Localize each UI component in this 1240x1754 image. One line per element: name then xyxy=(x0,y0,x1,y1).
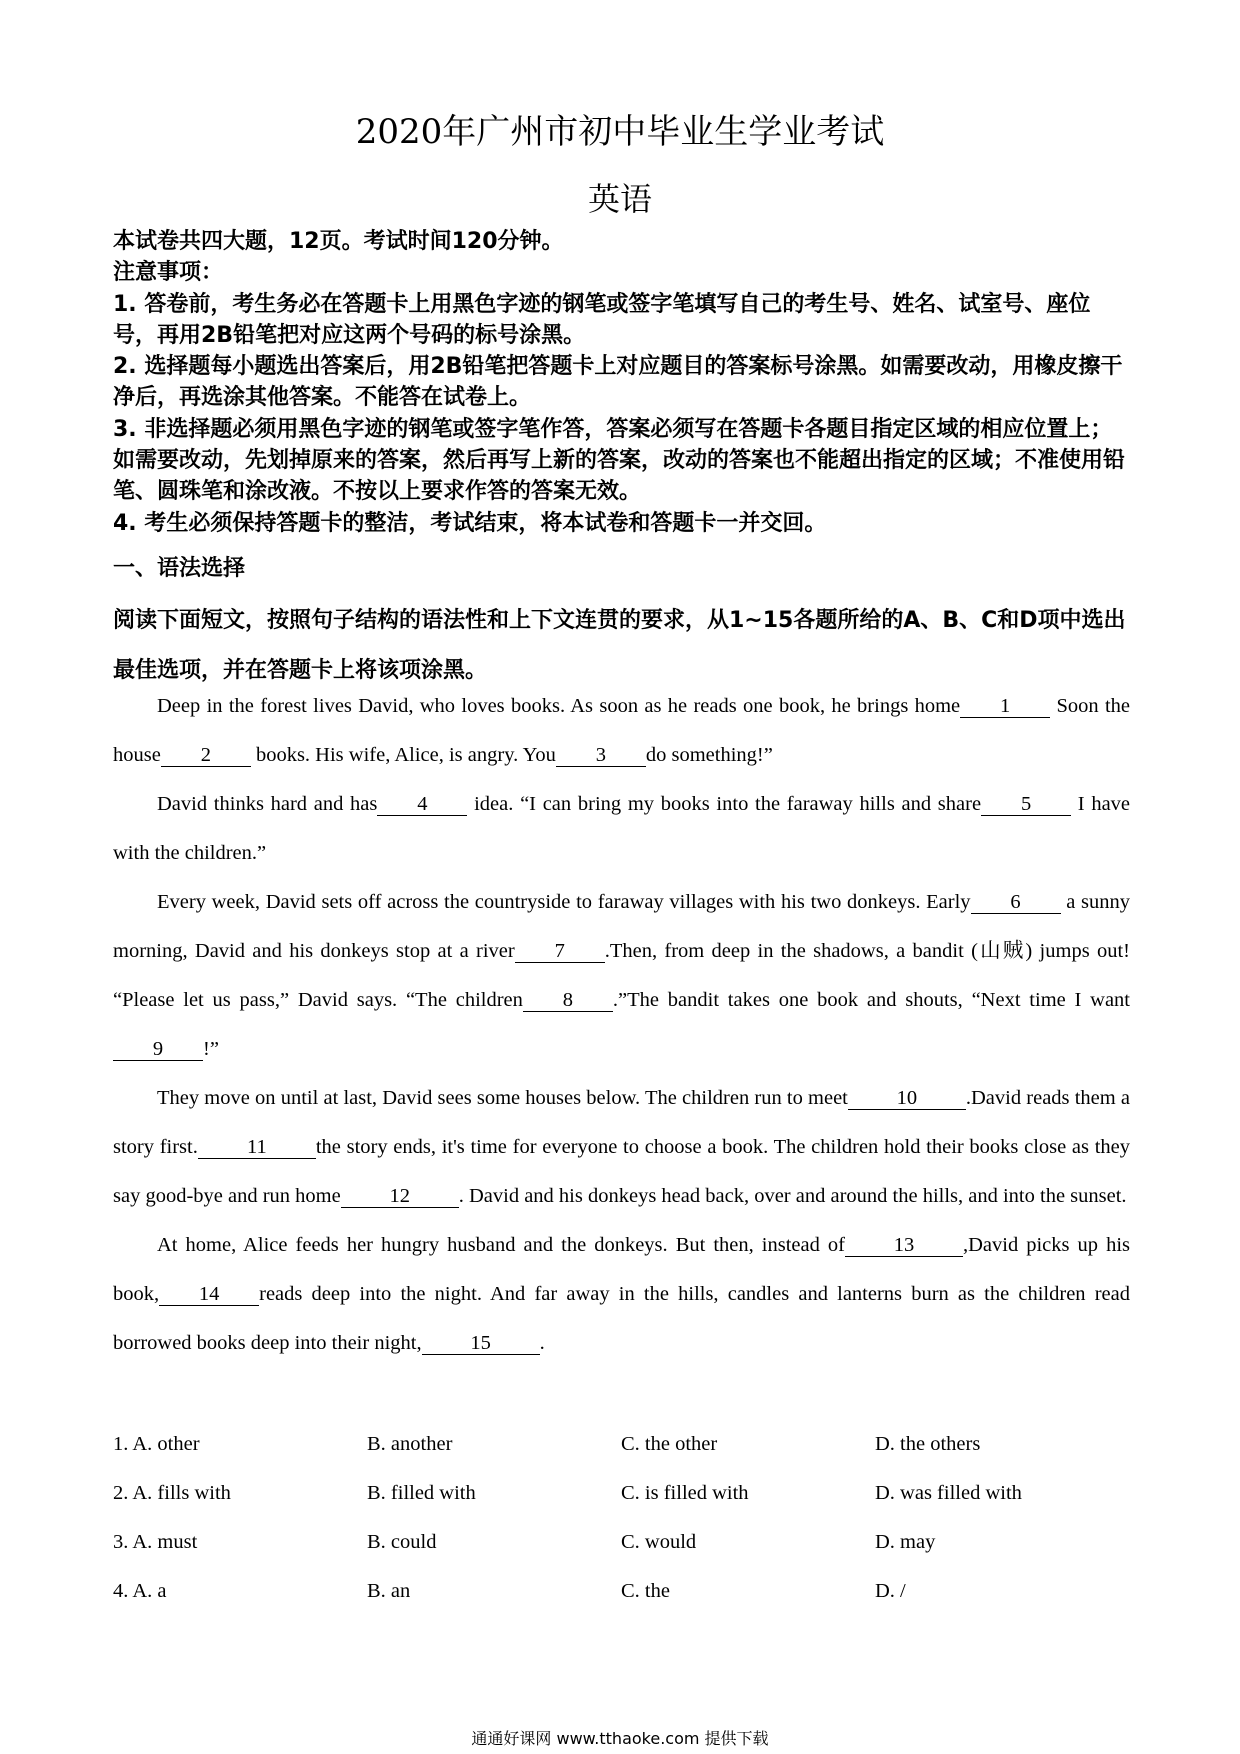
notice-item: 1. 答卷前，考生务必在答题卡上用黑色字迹的钢笔或签字笔填写自己的考生号、姓名、试室号、座位号，再用2B铅笔把对应这两个号码的标号涂黑。 xyxy=(113,291,1091,348)
answer-blank: 13 xyxy=(845,1234,963,1257)
passage-text: ,David picks up his book, xyxy=(113,1234,1131,1305)
options-row xyxy=(113,1420,1130,1469)
passage-paragraph xyxy=(113,780,1130,878)
answer-blank: 5 xyxy=(981,793,1071,816)
answer-blank: 2 xyxy=(161,744,251,767)
notice-intro: 本试卷共四大题，12页。考试时间120分钟。 xyxy=(113,229,564,254)
answer-blank: 7 xyxy=(515,940,605,963)
passage-text: .”The bandit takes one book and shouts, “Next time I want xyxy=(612,989,1130,1011)
answer-blank: 6 xyxy=(971,891,1061,914)
option-c: C. the xyxy=(621,1580,670,1602)
option-d: D. / xyxy=(875,1580,906,1602)
passage-text: the story ends, it's time for everyone to choose a book. The children hold their books close as they say good-bye and run home xyxy=(113,1136,1131,1207)
answer-blank: 10 xyxy=(848,1087,966,1110)
answer-blank: 8 xyxy=(523,989,613,1012)
passage-text: . David and his donkeys head back, over and around the hills, and into the sunset. xyxy=(458,1185,1127,1207)
notice-item: 2. 选择题每小题选出答案后，用2B铅笔把答题卡上对应题目的答案标号涂黑。如需要改动，用橡皮擦干净后，再选涂其他答案。不能答在试卷上。 xyxy=(113,354,1123,411)
passage-text: Soon the house xyxy=(113,695,1131,766)
answer-blank: 12 xyxy=(341,1185,459,1208)
passage-text: reads deep into the night. And far away in the hills, candles and lanterns burn as the children read borrowed books deep into their night, xyxy=(113,1283,1130,1354)
option-c: C. the other xyxy=(621,1433,718,1455)
passage-text: idea. “I can bring my books into the faraway hills and share xyxy=(474,793,982,815)
section-heading: 一、语法选择 xyxy=(113,556,246,581)
passage-paragraph xyxy=(113,1074,1130,1221)
answer-blank: 11 xyxy=(198,1136,316,1159)
passage-text: .David reads them a story first. xyxy=(113,1087,1130,1158)
passage-paragraph xyxy=(113,878,1130,1074)
option-d: D. may xyxy=(875,1531,936,1553)
passage-text: Deep in the forest lives David, who loves books. As soon as he reads one book, he brings home xyxy=(157,695,961,717)
passage-text: I have with the children.” xyxy=(113,793,1131,864)
passage-text: .Then, from deep in the shadows, a bandit (山贼) jumps out! “Please let us pass,” David says. “The children xyxy=(113,940,1130,1011)
answer-blank: 14 xyxy=(159,1283,259,1306)
passage-text: books. His wife, Alice, is angry. You xyxy=(255,744,556,766)
answer-blank: 1 xyxy=(960,695,1050,718)
passage-paragraph xyxy=(113,682,1130,780)
option-b: B. could xyxy=(367,1531,437,1553)
passage-text: They move on until at last, David sees some houses below. The children run to meet xyxy=(157,1087,848,1109)
answer-blank: 3 xyxy=(556,744,646,767)
answer-blank: 9 xyxy=(113,1038,203,1061)
passage-text: At home, Alice feeds her hungry husband and the donkeys. But then, instead of xyxy=(157,1234,845,1256)
answer-blank: 15 xyxy=(422,1332,540,1355)
page-footer: 通通好课网 www.tthaoke.com 提供下载 xyxy=(471,1729,769,1748)
notice-item: 3. 非选择题必须用黑色字迹的钢笔或签字笔作答，答案必须写在答题卡各题目指定区域的相应位置上；如需要改动，先划掉原来的答案，然后再写上新的答案，改动的答案也不能超出指定的区域；不准使用铅笔、圆珠笔和涂改液。不按以上要求作答的答案无效。 xyxy=(113,416,1126,505)
option-b: B. another xyxy=(367,1433,453,1455)
section-instruction: 阅读下面短文，按照句子结构的语法性和上下文连贯的要求，从1~15各题所给的A、B、C和D项中选出最佳选项，并在答题卡上将该项涂黑。 xyxy=(113,608,1126,683)
option-d: D. was filled with xyxy=(875,1482,1022,1504)
passage-text: do something!” xyxy=(645,744,773,766)
option-a: 3. A. must xyxy=(113,1531,198,1553)
option-b: B. filled with xyxy=(367,1482,476,1504)
subject-title: 英语 xyxy=(587,180,652,218)
option-c: C. would xyxy=(621,1531,697,1553)
passage-text: !” xyxy=(203,1038,219,1060)
answer-options xyxy=(113,1420,1130,1616)
option-a: 4. A. a xyxy=(113,1580,167,1602)
notice-heading: 注意事项： xyxy=(113,260,224,286)
option-a: 2. A. fills with xyxy=(113,1482,231,1504)
exam-notice xyxy=(113,226,1133,539)
exam-title: 2020年广州市初中毕业生学业考试 xyxy=(355,112,885,152)
options-row xyxy=(113,1567,1130,1616)
passage-text: David thinks hard and has xyxy=(157,793,378,815)
option-b: B. an xyxy=(367,1580,411,1602)
passage-paragraph xyxy=(113,1221,1130,1368)
passage-text: a sunny morning, David and his donkeys stop at a river xyxy=(113,891,1130,962)
options-row xyxy=(113,1469,1130,1518)
answer-blank: 4 xyxy=(377,793,467,816)
option-c: C. is filled with xyxy=(621,1482,749,1504)
option-d: D. the others xyxy=(875,1433,981,1455)
passage-text: . xyxy=(539,1332,545,1354)
reading-passage xyxy=(113,682,1130,1368)
notice-item: 4. 考生必须保持答题卡的整洁，考试结束，将本试卷和答题卡一并交回。 xyxy=(113,510,827,536)
options-row xyxy=(113,1518,1130,1567)
passage-text: Every week, David sets off across the countryside to faraway villages with his two donkeys. Early xyxy=(157,891,971,913)
option-a: 1. A. other xyxy=(113,1433,200,1455)
